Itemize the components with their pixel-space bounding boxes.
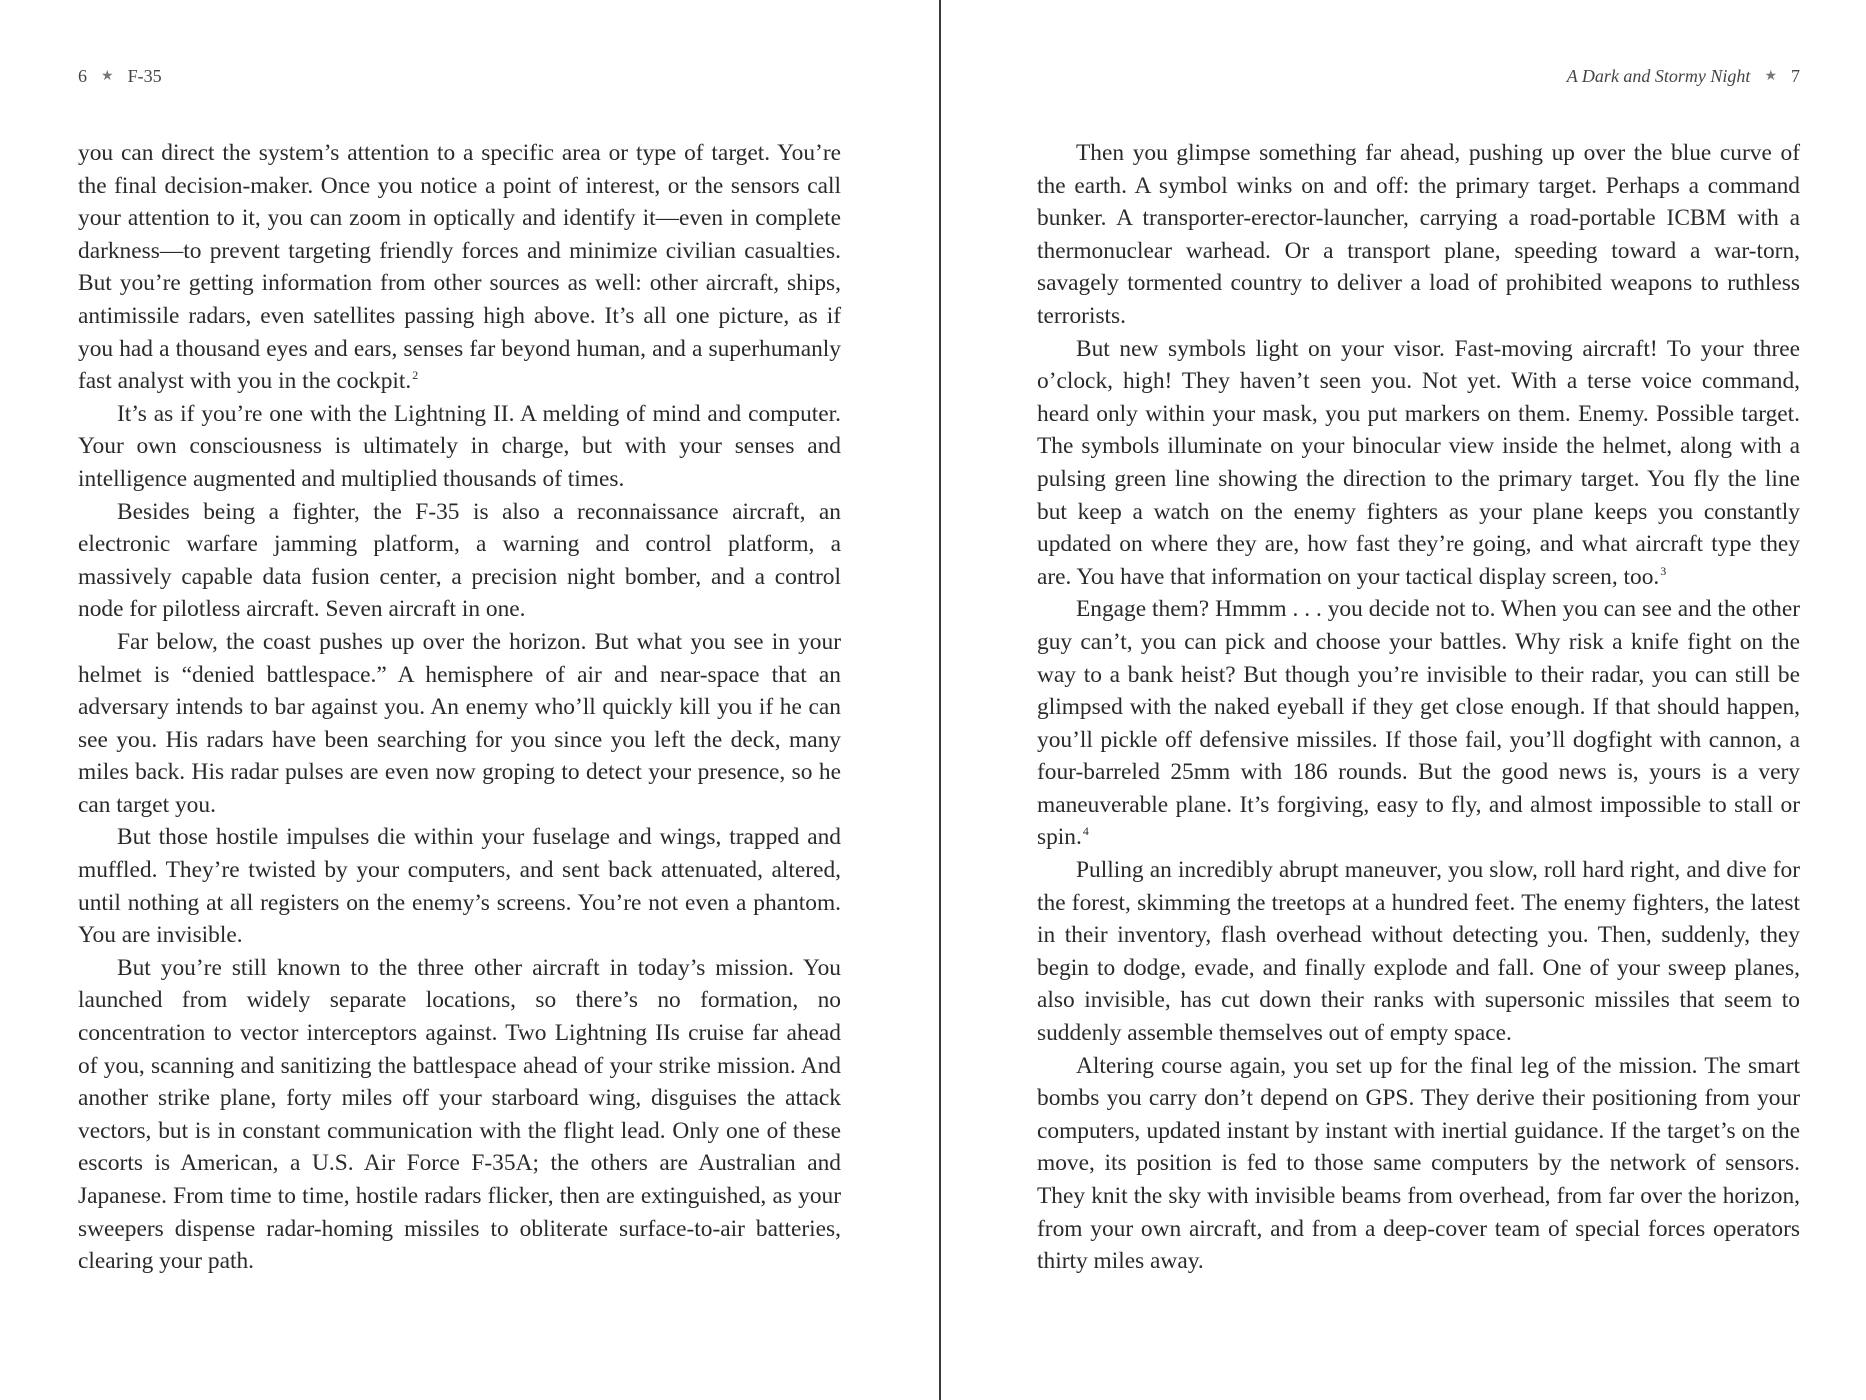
paragraph: Pulling an incredibly abrupt maneuver, you slow, roll hard right, and dive for the forest, skimming the treetops at a hundred feet. The enemy fighters, the latest in their inventory, flash overhead without detecting you. Then, suddenly, they begin to dodge, evade, and finally explode and fall. One of your sweep planes, also invisible, has cut down their ranks with supersonic missiles that seem to suddenly assemble themselves out of empty space. — [1037, 857, 1800, 1047]
right-body-text — [1037, 137, 1800, 1278]
star-ornament-icon: ★ — [1764, 68, 1777, 84]
paragraph: But you’re still known to the three other aircraft in today’s mission. You launched from widely separate locations, so there’s no formation, no concentration to vector interceptors against. Two Lightning IIs cruise far ahead of you, scanning and sanitizing the battlespace ahead of your strike mission. And another strike plane, forty miles off your starboard wing, disguises the attack vectors, but is in constant communication with the flight lead. Only one of these escorts is American, a U.S. Air Force F-35A; the others are Australian and Japanese. From time to time, hostile radars flicker, then are extinguished, as your sweepers dispense radar-homing missiles to obliterate surface-to-air batteries, clearing your path. — [78, 954, 841, 1275]
left-body-text — [78, 137, 841, 1278]
footnote-marker[interactable]: 4 — [1082, 824, 1089, 839]
paragraph: Engage them? Hmmm . . . you decide not to. When you can see and the other guy can’t, you can pick and choose your battles. Why risk a knife fight on the way to a bank heist? But though you’re invisible to their radar, you can still be glimpsed with the naked eyeball if they get close enough. If that should happen, you’ll pickle off defensive missiles. If those fail, you’ll dogfight with cannon, a four-barreled 25mm with 186 rounds. But the good news is, yours is a very maneuverable plane. It’s forgiving, easy to fly, and almost impossible to stall or spin.$^4$ — [1037, 596, 1800, 851]
left-page-number: 6 — [78, 65, 87, 86]
right-running-head — [1037, 64, 1800, 88]
page-gutter-divider — [939, 0, 941, 1400]
right-page — [1037, 0, 1800, 1400]
left-page — [78, 0, 841, 1400]
paragraph: But those hostile impulses die within your fuselage and wings, trapped and muffled. They’re twisted by your computers, and sent back attenuated, altered, until nothing at all registers on the enemy’s screens. You’re not even a phantom. You are invisible. — [78, 824, 841, 949]
paragraph: Altering course again, you set up for the final leg of the mission. The smart bombs you carry don’t depend on GPS. They derive their positioning from your computers, updated instant by instant with inertial guidance. If the target’s on the move, its position is fed to those same computers by the network of sensors. They knit the sky with invisible beams from overhead, from far over the horizon, from your own aircraft, and from a deep-cover team of special forces operators thirty miles away. — [1037, 1052, 1800, 1275]
paragraph: Besides being a fighter, the F-35 is also a reconnaissance aircraft, an electronic warfare jamming platform, a warning and control platform, a massively capable data fusion center, a precision night bomber, and a control node for pilotless aircraft. Seven aircraft in one. — [78, 498, 841, 623]
paragraph: Far below, the coast pushes up over the horizon. But what you see in your helmet is “denied battlespace.” A hemisphere of air and near-space that an adversary intends to bar against you. An enemy who’ll quickly kill you if he can see you. His radars have been searching for you since you left the deck, many miles back. His radar pulses are even now groping to detect your presence, so he can target you. — [78, 628, 841, 818]
paragraph: It’s as if you’re one with the Lightning II. A melding of mind and computer. Your own consciousness is ultimately in charge, but with your senses and intelligence augmented and multiplied thousands of times. — [78, 400, 841, 492]
paragraph: But new symbols light on your visor. Fast-moving aircraft! To your three o’clock, high! They haven’t seen you. Not yet. With a terse voice command, heard only within your mask, you put markers on them. Enemy. Possible target. The symbols illuminate on your binocular view inside the helmet, along with a pulsing green line showing the direction to the primary target. You fly the line but keep a watch on the enemy fighters as your plane keeps you constantly updated on where they are, how fast they’re going, and what aircraft type they are. You have that information on your tactical display screen, too.$^3$ — [1037, 335, 1800, 590]
left-running-title: F-35 — [127, 65, 162, 86]
right-page-number: 7 — [1791, 65, 1800, 86]
footnote-marker[interactable]: 2 — [412, 368, 419, 383]
left-running-head — [78, 64, 841, 88]
paragraph: Then you glimpse something far ahead, pushing up over the blue curve of the earth. A symbol winks on and off: the primary target. Perhaps a command bunker. A transporter-erector-launcher, carrying a road-portable ICBM with a thermonuclear warhead. Or a transport plane, speeding toward a war-torn, savagely tormented country to deliver a load of prohibited weapons to ruthless terrorists. — [1037, 140, 1800, 329]
footnote-marker[interactable]: 3 — [1660, 563, 1667, 578]
right-running-title: A Dark and Stormy Night — [1566, 65, 1751, 86]
star-ornament-icon: ★ — [101, 68, 114, 84]
paragraph: you can direct the system’s attention to a specific area or type of target. You’re the final decision-maker. Once you notice a point of interest, or the sensors call your attention to it, you can zoom in optically and identify it—even in complete darkness—to prevent targeting friendly forces and minimize civilian casualties. But you’re getting information from other sources as well: other aircraft, ships, antimissile radars, even satellites passing high above. It’s all one picture, as if you had a thousand eyes and ears, senses far beyond human, and a superhumanly fast analyst with you in the cockpit.$^2$ — [78, 140, 841, 395]
